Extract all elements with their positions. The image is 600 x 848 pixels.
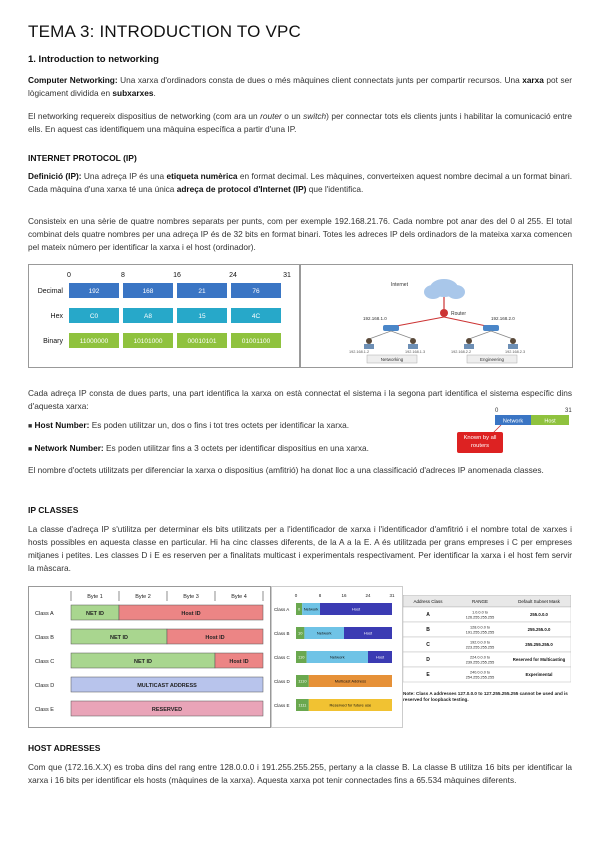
subnet-b-label: 192.168.2.0 xyxy=(491,316,515,321)
byte-label: Byte 1 xyxy=(87,594,103,600)
link-line xyxy=(491,331,513,339)
host-id-label: Host ID xyxy=(181,611,201,617)
host-label: Host xyxy=(363,630,373,636)
row-label: Hex xyxy=(50,313,63,320)
callout-text-container xyxy=(457,432,503,453)
octet-value: 00010101 xyxy=(187,338,217,345)
class-cell: A xyxy=(426,612,430,618)
term: Computer Networking: xyxy=(28,75,118,85)
class-cell: C xyxy=(426,642,430,648)
special-label: Reserved for future use xyxy=(329,702,372,708)
row-label: Binary xyxy=(43,338,63,345)
prefix-label: 110 xyxy=(298,654,305,660)
range-cell: 126.255.255.255 xyxy=(465,615,495,620)
section-heading-host-addresses: HOST ADRESSES xyxy=(28,743,101,753)
text: Es poden utilitzar fins a 3 octets per identificar dispositius en una xarxa. xyxy=(103,443,369,453)
class-table-note: Note: Class A addresses 127.0.0.0 to 127.255.255.255 cannot be used and is reserved for loopback testing. xyxy=(403,691,568,702)
cloud-icon-part xyxy=(447,285,465,299)
class-label: Class D xyxy=(274,679,290,684)
paragraph-computer-networking xyxy=(28,74,572,100)
text: Es poden utilitzar un, dos o fins i tot tres octets per identificar la xarxa. xyxy=(89,420,350,430)
octet-value: 11000000 xyxy=(79,338,109,345)
paragraph-classes-origin: El nombre d'octets utilitzats per diferenciar la xarxa o dispositius (amfitrió) ha donat lloc a una classificació d'adreces IP anomenada classes. xyxy=(28,465,544,475)
network-diagram-svg xyxy=(301,265,572,367)
user-icon xyxy=(366,338,372,344)
net-id-label: NET ID xyxy=(85,611,105,617)
class-bits-svg xyxy=(272,587,402,727)
network-label: Network xyxy=(329,654,345,660)
mask-cell: 255.255.255.0 xyxy=(525,642,553,647)
class-label: Class B xyxy=(35,635,54,641)
network-label: Network xyxy=(303,606,319,612)
user-icon xyxy=(510,338,516,344)
range-cell: 223.255.255.255 xyxy=(465,645,495,650)
term: Network Number: xyxy=(34,443,104,453)
octet-value: 10101000 xyxy=(133,338,163,345)
cloud-icon-part xyxy=(424,285,442,299)
mask-cell: 255.0.0.0 xyxy=(530,612,548,617)
class-bytes-figure xyxy=(28,586,271,728)
link-line xyxy=(391,317,444,327)
class-range-svg xyxy=(403,595,571,700)
bold-text: xarxa xyxy=(522,75,544,85)
text: pot ser lògicament dividida en xyxy=(28,75,572,98)
range-cell: 1.0.0.0 to xyxy=(472,610,488,615)
class-cell: D xyxy=(426,657,430,663)
italic-text: router xyxy=(260,111,282,121)
bit-tick: 8 xyxy=(318,593,322,598)
text: Una xarxa d'ordinadors consta de dues o més màquines client connectats junts per compartir recursos. Una xyxy=(117,75,523,85)
bullet-marker-icon: ■ xyxy=(28,446,33,453)
text: ) per connectar tots els clients junts i habilitar la comunicació entre ells. En aquest cas identifiquem una màquina específica a partir d'una IP. xyxy=(28,111,572,134)
class-label: Class C xyxy=(274,655,290,660)
table-header: RANGE xyxy=(471,599,489,604)
bold-text: etiqueta numèrica xyxy=(166,171,238,181)
bit-label: 16 xyxy=(173,272,181,279)
class-label: Class A xyxy=(35,611,54,617)
octet-value: 76 xyxy=(252,288,260,295)
octet-value: 192 xyxy=(88,288,100,295)
bit-end-label: 31 xyxy=(565,408,572,414)
subnet-a-label: 192.168.1.0 xyxy=(363,316,387,321)
section-heading-networking: 1. Introduction to networking xyxy=(28,54,159,65)
bit-tick: 16 xyxy=(341,593,347,598)
special-label: Multicast Address xyxy=(334,678,367,684)
range-cell: 224.0.0.0 to xyxy=(469,655,491,660)
mask-cell: Reserved for Multicasting xyxy=(512,657,566,662)
class-label: Class D xyxy=(35,683,55,689)
bold-text: subxarxes xyxy=(112,88,154,98)
section-heading-ip: INTERNET PROTOCOL (IP) xyxy=(28,153,137,163)
link-line xyxy=(469,331,491,339)
prefix-label: 1111 xyxy=(298,702,307,708)
byte-label: Byte 4 xyxy=(231,594,247,600)
link-line xyxy=(369,331,391,339)
host-label: 192.168.2.3 xyxy=(505,350,526,354)
paragraph-ip-parts: Cada adreça IP consta de dues parts, una part identifica la xarxa on està connectat el sistema i la segona part identifica el sistema específic dins d'aquesta xarxa: xyxy=(28,388,572,411)
class-label: Class B xyxy=(274,631,290,636)
internet-label: Internet xyxy=(391,282,408,288)
networking-group-label: Networking xyxy=(380,357,404,362)
table-header: Default Subnet Mask xyxy=(518,599,560,604)
prefix-label: 10 xyxy=(297,630,303,636)
callout-text: Known by all routers xyxy=(463,435,497,449)
class-label: Class E xyxy=(35,707,54,713)
class-cell: B xyxy=(426,627,430,633)
range-cell: 239.255.255.255 xyxy=(465,660,495,665)
network-host-figure xyxy=(455,403,575,455)
router-label: Router xyxy=(451,311,467,317)
computer-icon xyxy=(508,344,518,349)
class-full-label: RESERVED xyxy=(151,707,183,713)
prefix-label: 1110 xyxy=(298,678,307,684)
ip-format-figure xyxy=(28,264,300,368)
class-cell: E xyxy=(426,672,430,678)
class-bits-figure xyxy=(271,586,403,728)
host-label: Host xyxy=(375,654,385,660)
bold-text: adreça de protocol d'Internet (IP) xyxy=(176,184,307,194)
bit-tick: 31 xyxy=(389,593,395,598)
class-label: Class E xyxy=(274,703,290,708)
octet-value: 15 xyxy=(198,313,206,320)
network-label: Network xyxy=(316,630,332,636)
paragraph-host-addresses: Com que (172.16.X.X) es troba dins del rang entre 128.0.0.0 i 191.255.255.255, pertany a la classe B. La classe B utilitza 16 bits per identificar la xarxa i 16 bits per identificar els hosts (màquines de la xarxa). Aquesta xarxa pot tenir connectades fins a 65.534 màquines diferents. xyxy=(28,762,572,785)
text: El networking requereix dispositius de networking (com ara un xyxy=(28,111,261,121)
octet-value: 21 xyxy=(198,288,206,295)
text: en format decimal. Les màquines, converteixen aquest nombre decimal a un format binari. Cada màquina d'una xarxa té una única xyxy=(28,171,573,194)
range-cell: 254.255.255.255 xyxy=(465,675,495,680)
router-icon xyxy=(440,309,448,317)
range-cell: 128.0.0.0 to xyxy=(469,625,491,630)
user-icon xyxy=(410,338,416,344)
host-label: 192.168.2.2 xyxy=(451,350,472,354)
paragraph-ip-format: Consisteix en una sèrie de quatre nombres separats per punts, com per exemple 192.168.21.76. Cada nombre pot anar des del 0 al 255. El total combinat dels quatre nombres per una adreça IP és de 32 bits en format binari. Totes les adreces IP dels ordinadors de la mateixa xarxa comencen pel mateix número per identificar la xarxa i el host (ordinador). xyxy=(28,216,572,252)
octet-value: A8 xyxy=(144,313,152,320)
engineering-group-label: Engineering xyxy=(479,357,505,362)
italic-text: switch xyxy=(303,111,327,121)
text: que l'identifica. xyxy=(306,184,364,194)
octet-value: 168 xyxy=(142,288,154,295)
paragraph-ip-definition xyxy=(28,170,572,196)
switch-icon xyxy=(383,325,399,331)
switch-icon xyxy=(483,325,499,331)
page-title: TEMA 3: INTRODUCTION TO VPC xyxy=(28,22,302,41)
ip-format-svg xyxy=(29,265,299,367)
link-line xyxy=(391,331,413,339)
user-icon xyxy=(466,338,472,344)
octet-value: C0 xyxy=(89,313,99,320)
class-bytes-svg xyxy=(29,587,270,727)
term: Host Number: xyxy=(34,420,90,430)
bit-tick: 0 xyxy=(294,593,298,598)
paragraph-ip-classes: La classe d'adreça IP s'utilitza per determinar els bits utilitzats per a l'identificador de xarxa i l'identificador d'amfitrió i el nombre total de xarxes i hosts possibles en aquesta classe en particular. Hi ha cinc classes diferents, de la A a la E. A és utilitzada per grans empreses i C per empreses mitjanes i petites. Les classes D i E es reserven per a finalitats multicast i experimentals respectivament. Per identificar la xarxa i el host fem servir la màscara. xyxy=(28,524,572,573)
table-header: Address Class xyxy=(413,599,443,604)
network-diagram-figure xyxy=(300,264,573,368)
class-label: Class C xyxy=(35,659,55,665)
host-id-label: Host ID xyxy=(205,635,225,641)
bit-label: 31 xyxy=(283,272,291,279)
class-full-label: MULTICAST ADDRESS xyxy=(137,683,197,689)
mask-cell: Experimental xyxy=(525,672,553,677)
bit-label: 8 xyxy=(121,272,125,279)
class-label: Class A xyxy=(274,607,290,612)
host-label: 192.168.1.3 xyxy=(405,350,426,354)
range-cell: 240.0.0.0 to xyxy=(469,670,491,675)
bit-label: 0 xyxy=(67,272,71,279)
prefix-label: 0 xyxy=(297,606,301,612)
byte-label: Byte 3 xyxy=(183,594,199,600)
class-range-table xyxy=(403,595,571,703)
host-label: 192.168.1.2 xyxy=(349,350,370,354)
row-label: Decimal xyxy=(37,288,63,295)
net-id-label: NET ID xyxy=(109,635,129,641)
text: o un xyxy=(281,111,304,121)
range-cell: 192.0.0.0 to xyxy=(469,640,491,645)
term: Definició (IP): xyxy=(28,171,82,181)
mask-cell: 255.255.0.0 xyxy=(527,627,551,632)
bullet-network-number xyxy=(28,443,369,453)
bit-tick: 24 xyxy=(365,593,371,598)
host-segment-label: Host xyxy=(544,418,556,425)
paragraph-networking-devices xyxy=(28,110,572,136)
octet-value: 4C xyxy=(251,313,261,320)
bullet-marker-icon: ■ xyxy=(28,423,33,430)
text: Una adreça IP és una xyxy=(81,171,167,181)
range-cell: 191.255.255.255 xyxy=(465,630,495,635)
byte-label: Byte 2 xyxy=(135,594,151,600)
bit-start-label: 0 xyxy=(495,408,499,414)
computer-icon xyxy=(364,344,374,349)
computer-icon xyxy=(408,344,418,349)
bit-label: 24 xyxy=(229,272,237,279)
computer-icon xyxy=(464,344,474,349)
bullet-host-number xyxy=(28,420,349,430)
text: . xyxy=(153,88,156,98)
section-heading-ip-classes: IP CLASSES xyxy=(28,505,79,515)
network-segment-label: Network xyxy=(502,418,524,425)
host-id-label: Host ID xyxy=(229,659,249,665)
host-label: Host xyxy=(351,606,361,612)
net-id-label: NET ID xyxy=(133,659,153,665)
octet-value: 01001100 xyxy=(241,338,271,345)
